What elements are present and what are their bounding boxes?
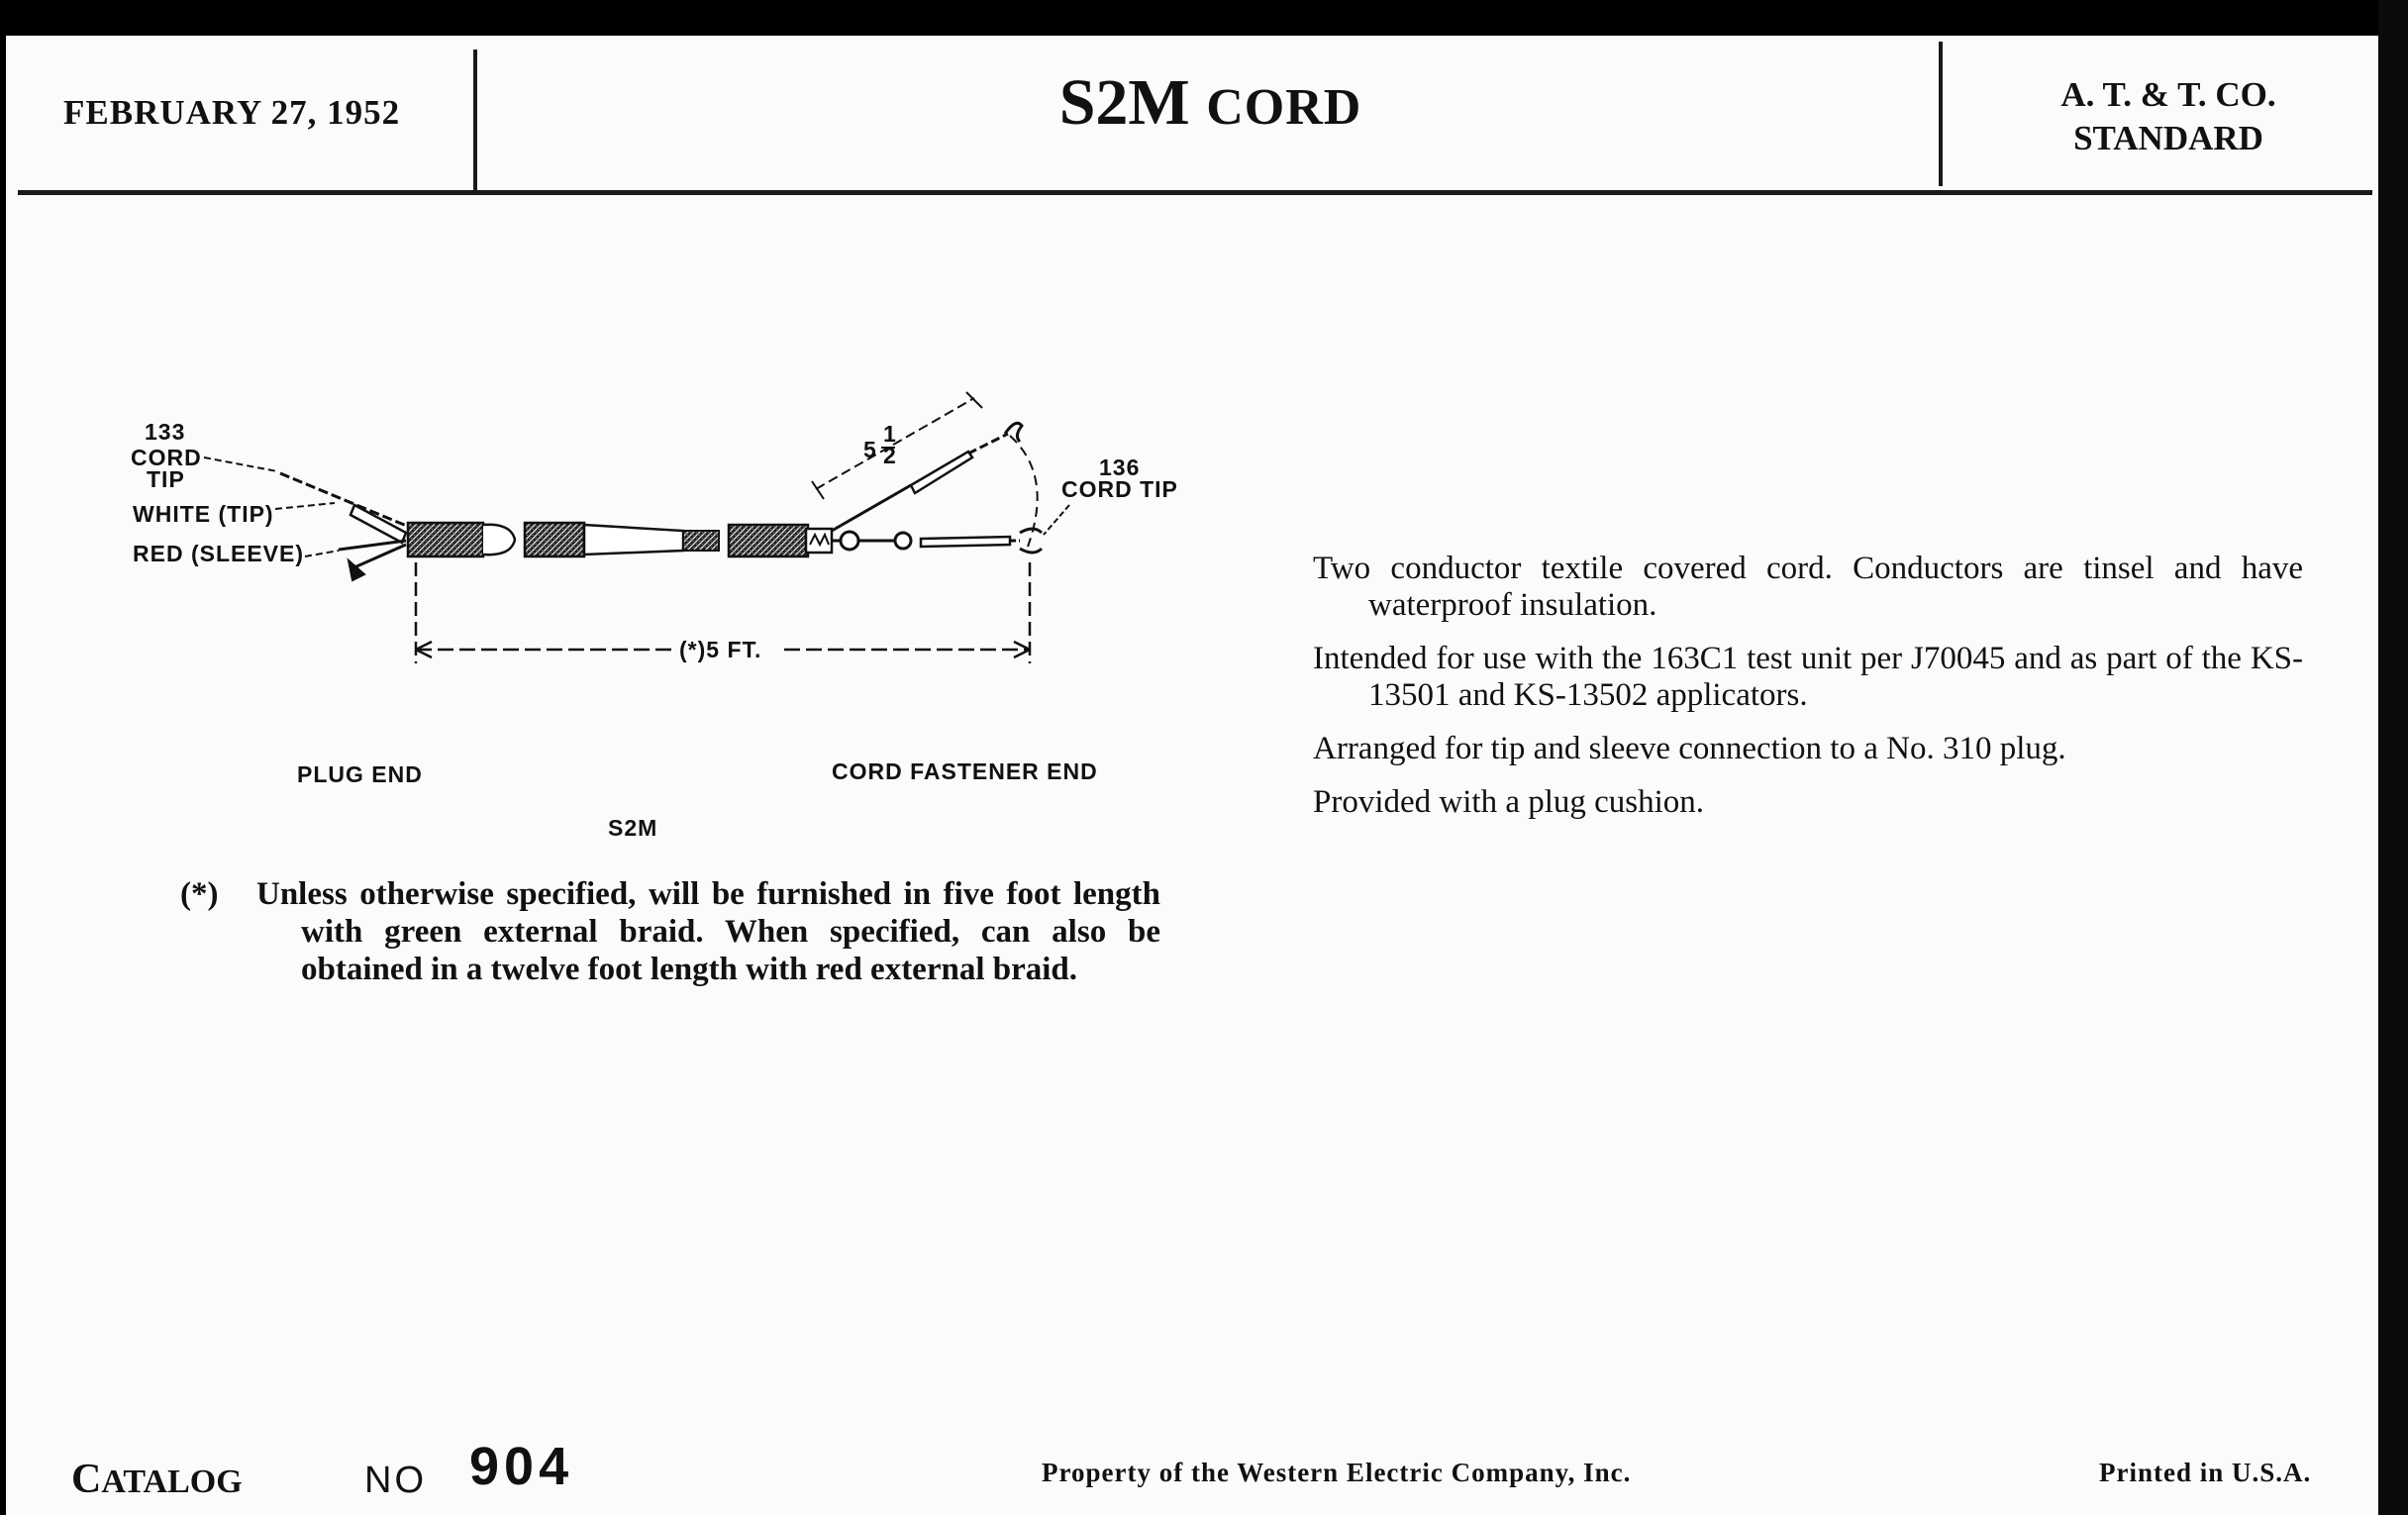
plug-end-label: PLUG END: [297, 761, 423, 787]
label-red-sleeve: RED (SLEEVE): [133, 541, 305, 566]
catalog-number: 904: [469, 1437, 574, 1496]
cord-diagram: [119, 376, 1198, 871]
catalog-no-label: NO: [364, 1460, 427, 1501]
label-white-tip: WHITE (TIP): [133, 501, 274, 527]
title-code: S2M: [1058, 66, 1190, 139]
footnote: [180, 875, 1160, 988]
header-rule: [18, 190, 2372, 195]
cord-fastener-end-label: CORD FASTENER END: [832, 758, 1098, 784]
cord-drawing: [204, 392, 1069, 663]
svg-text:2: 2: [883, 443, 897, 468]
label-136-cord-tip: CORD TIP: [1061, 476, 1178, 502]
dimension-length: (*)5 FT.: [679, 637, 762, 662]
description-paragraph: Two conductor textile covered cord. Conductors are tinsel and have waterproof insulation.: [1313, 551, 2303, 623]
description-paragraph: Arranged for tip and sleeve connection to a No. 310 plug.: [1313, 731, 2066, 766]
label-133-tip: TIP: [147, 466, 185, 492]
dimension-five-and-half: [863, 421, 897, 468]
header-divider-left: [473, 50, 477, 190]
title-word: CORD: [1206, 79, 1362, 136]
description-paragraph: Provided with a plug cushion.: [1313, 784, 1705, 820]
label-133-cord: CORD: [131, 445, 202, 470]
standard-block: [1970, 73, 2366, 160]
standard-company: A. T. & T. CO.: [2060, 75, 2276, 114]
svg-text:5: 5: [863, 437, 877, 462]
printed-notice: Printed in U.S.A.: [2099, 1458, 2312, 1487]
label-133-number: 133: [145, 419, 186, 445]
page-title: [480, 65, 1941, 141]
diagram-labels: [131, 419, 1178, 841]
description: [1313, 551, 2303, 838]
property-notice: Property of the Western Electric Company, Inc.: [1042, 1458, 1632, 1487]
issue-date: FEBRUARY 27, 1952: [63, 93, 401, 132]
footnote-mark: (*): [180, 876, 219, 912]
description-paragraph: Intended for use with the 163C1 test unit per J70045 and as part of the KS-13501 and KS-13502 applicators.: [1313, 641, 2303, 713]
svg-text:1: 1: [883, 421, 897, 447]
footnote-text: Unless otherwise specified, will be furnished in five foot length with green external braid. When specified, can also be obtained in a twelve foot length with red external braid.: [256, 876, 1160, 987]
label-136-number: 136: [1099, 454, 1141, 480]
standard-label: STANDARD: [2073, 119, 2263, 157]
diagram-caption: S2M: [608, 815, 658, 841]
scan-edge: [2378, 0, 2408, 1515]
catalog-label: CATALOG: [71, 1457, 243, 1502]
